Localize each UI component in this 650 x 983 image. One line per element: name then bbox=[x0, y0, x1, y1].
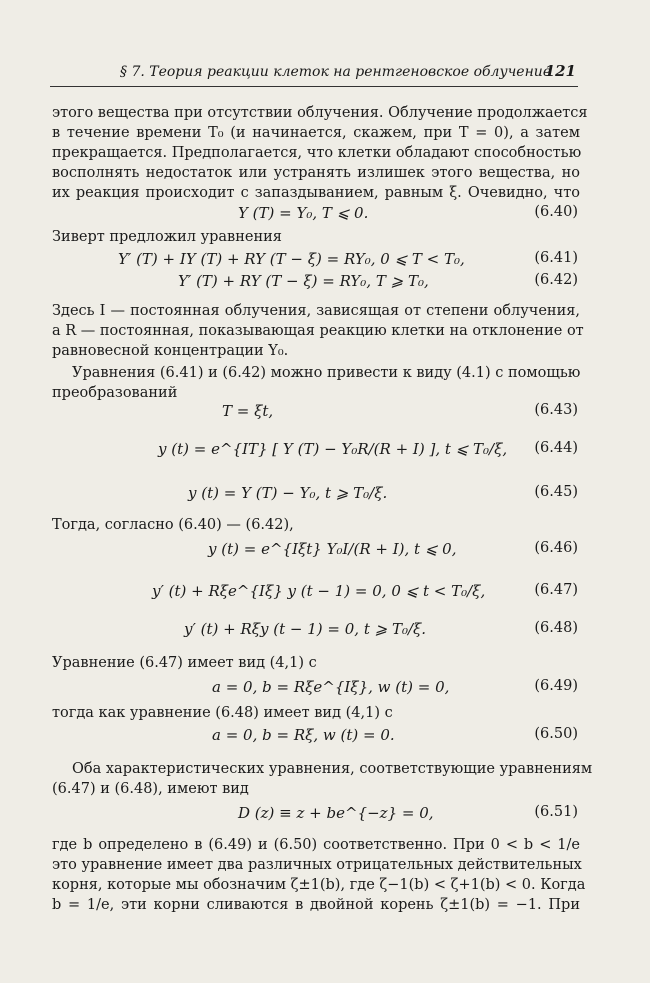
text-line: b = 1/e, эти корни сливаются в двойной корень ζ±1(b) = −1. При bbox=[52, 897, 580, 913]
equation-number: (6.41) bbox=[534, 250, 578, 266]
text-line: Тогда, согласно (6.40) — (6.42), bbox=[52, 517, 294, 533]
equation: T = ξt, bbox=[222, 402, 274, 420]
text-line: корня, которые мы обозначим ζ±1(b), где ζ−1(b) < ζ+1(b) < 0. Когда bbox=[52, 877, 586, 893]
text-line: их реакция происходит с запаздыванием, равным ξ. Очевидно, что bbox=[52, 185, 580, 201]
text-line: а R — постоянная, показывающая реакцию клетки на отклонение от bbox=[52, 323, 584, 339]
equation: D (z) ≡ z + be^{−z} = 0, bbox=[238, 804, 434, 822]
running-header bbox=[50, 60, 578, 87]
equation-number: (6.50) bbox=[534, 726, 578, 742]
text-line: Уравнение (6.47) имеет вид (4,1) с bbox=[52, 655, 317, 671]
text-line: Здесь I — постоянная облучения, зависящая от степени облучения, bbox=[52, 303, 580, 319]
text-line: восполнять недостаток или устранять излишек этого вещества, но bbox=[52, 165, 580, 181]
text-line: Оба характеристических уравнения, соответствующие уравнениям bbox=[72, 761, 593, 777]
text-line: преобразований bbox=[52, 385, 178, 401]
text-line: Зиверт предложил уравнения bbox=[52, 229, 282, 245]
page-number: 121 bbox=[544, 62, 576, 80]
equation-number: (6.51) bbox=[534, 804, 578, 820]
text-line: Уравнения (6.41) и (6.42) можно привести к виду (4.1) с помощью bbox=[72, 365, 581, 381]
equation-number: (6.45) bbox=[534, 484, 578, 500]
text-line: где b определено в (6.49) и (6.50) соответственно. При 0 < b < 1/e bbox=[52, 837, 580, 853]
equation: a = 0, b = Rξe^{Iξ}, w (t) = 0, bbox=[212, 678, 450, 696]
equation: y (t) = e^{Iξt} Y₀I/(R + I), t ⩽ 0, bbox=[208, 540, 457, 558]
equation-number: (6.43) bbox=[534, 402, 578, 418]
equation: a = 0, b = Rξ, w (t) = 0. bbox=[212, 726, 395, 744]
equation-number: (6.48) bbox=[534, 620, 578, 636]
equation-number: (6.49) bbox=[534, 678, 578, 694]
section-title: § 7. Теория реакции клеток на рентгеновское облучение bbox=[120, 64, 552, 80]
equation-number: (6.42) bbox=[534, 272, 578, 288]
equation: y′ (t) + Rξy (t − 1) = 0, t ⩾ T₀/ξ. bbox=[184, 620, 427, 638]
equation: Y (T) = Y₀, T ⩽ 0. bbox=[238, 204, 369, 222]
equation: Y′ (T) + IY (T) + RY (T − ξ) = RY₀, 0 ⩽ T < T₀, bbox=[118, 250, 465, 268]
text-line: прекращается. Предполагается, что клетки обладают способностью bbox=[52, 145, 582, 161]
equation-number: (6.40) bbox=[534, 204, 578, 220]
text-line: (6.47) и (6.48), имеют вид bbox=[52, 781, 249, 797]
equation-number: (6.46) bbox=[534, 540, 578, 556]
text-line: тогда как уравнение (6.48) имеет вид (4,1) с bbox=[52, 705, 393, 721]
equation-number: (6.47) bbox=[534, 582, 578, 598]
equation: y (t) = Y (T) − Y₀, t ⩾ T₀/ξ. bbox=[188, 484, 388, 502]
text-line: это уравнение имеет два различных отрицательных действительных bbox=[52, 857, 582, 873]
text-line: этого вещества при отсутствии облучения. Облучение продолжается bbox=[52, 105, 588, 121]
equation: Y′ (T) + RY (T − ξ) = RY₀, T ⩾ T₀, bbox=[178, 272, 429, 290]
equation: y (t) = e^{IT} [ Y (T) − Y₀R/(R + I) ], t ⩽ T₀/ξ, bbox=[158, 440, 508, 458]
text-line: в течение времени T₀ (и начинается, скажем, при T = 0), а затем bbox=[52, 125, 580, 141]
equation: y′ (t) + Rξe^{Iξ} y (t − 1) = 0, 0 ⩽ t < T₀/ξ, bbox=[152, 582, 486, 600]
equation-number: (6.44) bbox=[534, 440, 578, 456]
text-line: равновесной концентрации Y₀. bbox=[52, 343, 289, 359]
